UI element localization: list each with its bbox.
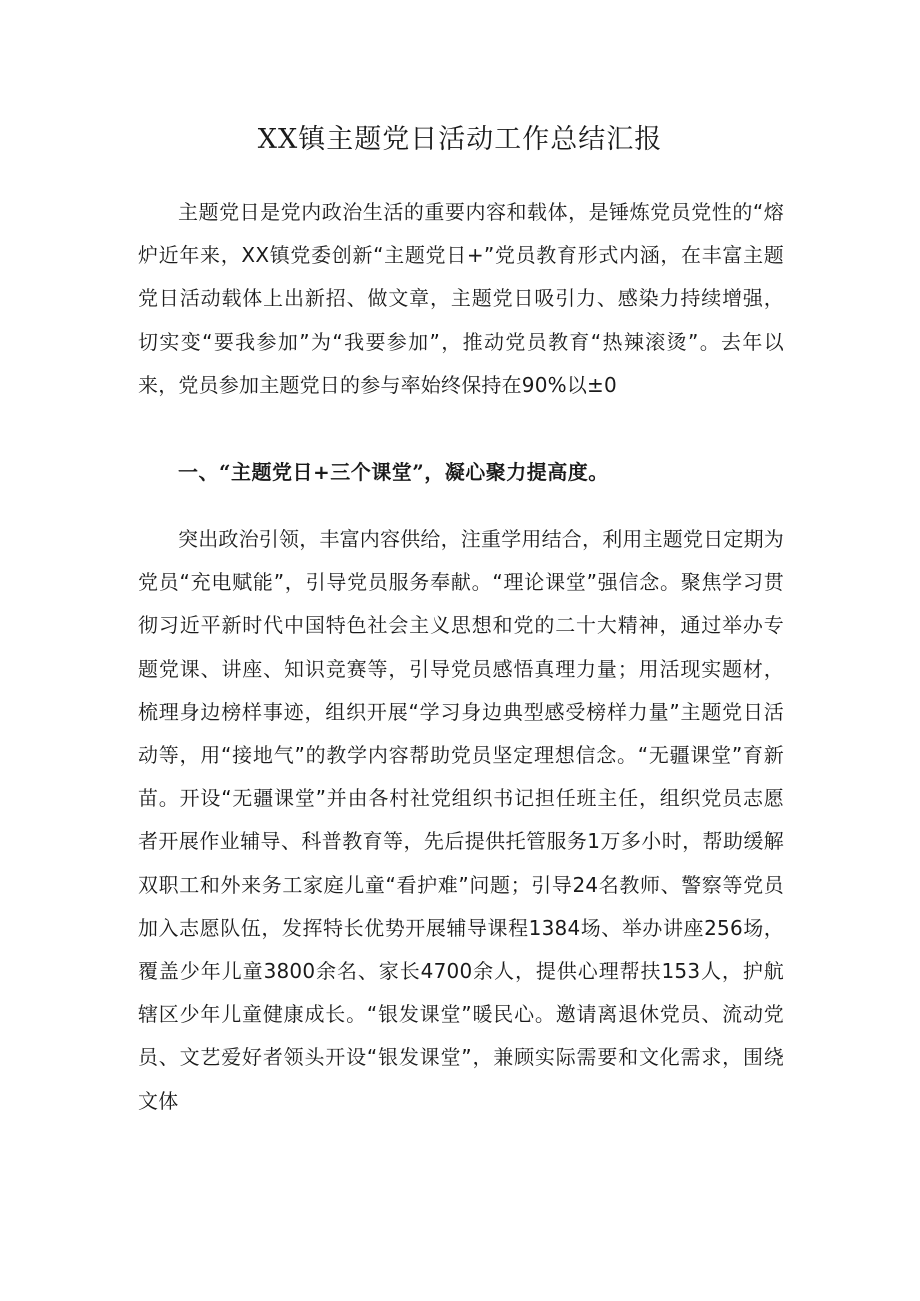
section-heading: 一、“主题党日+三个课堂”，凝心聚力提高度。	[178, 460, 609, 484]
intro-paragraph: 主题党日是党内政治生活的重要内容和载体，是锤炼党员党性的“熔炉近年来，XX镇党委创新“主题党日+”党员教育形式内涵，在丰富主题党日活动载体上出新招、做文章，主题党日吸引力、感染力持续增强，切实变“要我参加”为“我要参加”，推动党员教育“热辣滚烫”。去年以来，党员参加主题党日的参与率始终保持在90%以±0	[138, 200, 784, 397]
body-paragraph: 突出政治引领，丰富内容供给，注重学用结合，利用主题党日定期为党员“充电赋能”，引导党员服务奉献。“理论课堂”强信念。聚焦学习贯彻习近平新时代中国特色社会主义思想和党的二十大精神，通过举办专题党课、讲座、知识竞赛等，引导党员感悟真理力量；用活现实题材，梳理身边榜样事迹，组织开展“学习身边典型感受榜样力量”主题党日活动等，用“接地气”的教学内容帮助党员坚定理想信念。“无疆课堂”育新苗。开设“无疆课堂”并由各村社党组织书记担任班主任，组织党员志愿者开展作业辅导、科普教育等，先后提供托管服务1万多小时，帮助缓解双职工和外来务工家庭儿童“看护难”问题；引导24名教师、警察等党员加入志愿队伍，发挥特长优势开展辅导课程1384场、举办讲座256场，覆盖少年儿童3800余名、家长4700余人，提供心理帮扶153人，护航辖区少年儿童健康成长。“银发课堂”暖民心。邀请离退休党员、流动党员、文艺爱好者领头开设“银发课堂”，兼顾实际需要和文化需求，围绕文体	[138, 527, 784, 1113]
document-title: XX镇主题党日活动工作总结汇报	[257, 124, 663, 155]
